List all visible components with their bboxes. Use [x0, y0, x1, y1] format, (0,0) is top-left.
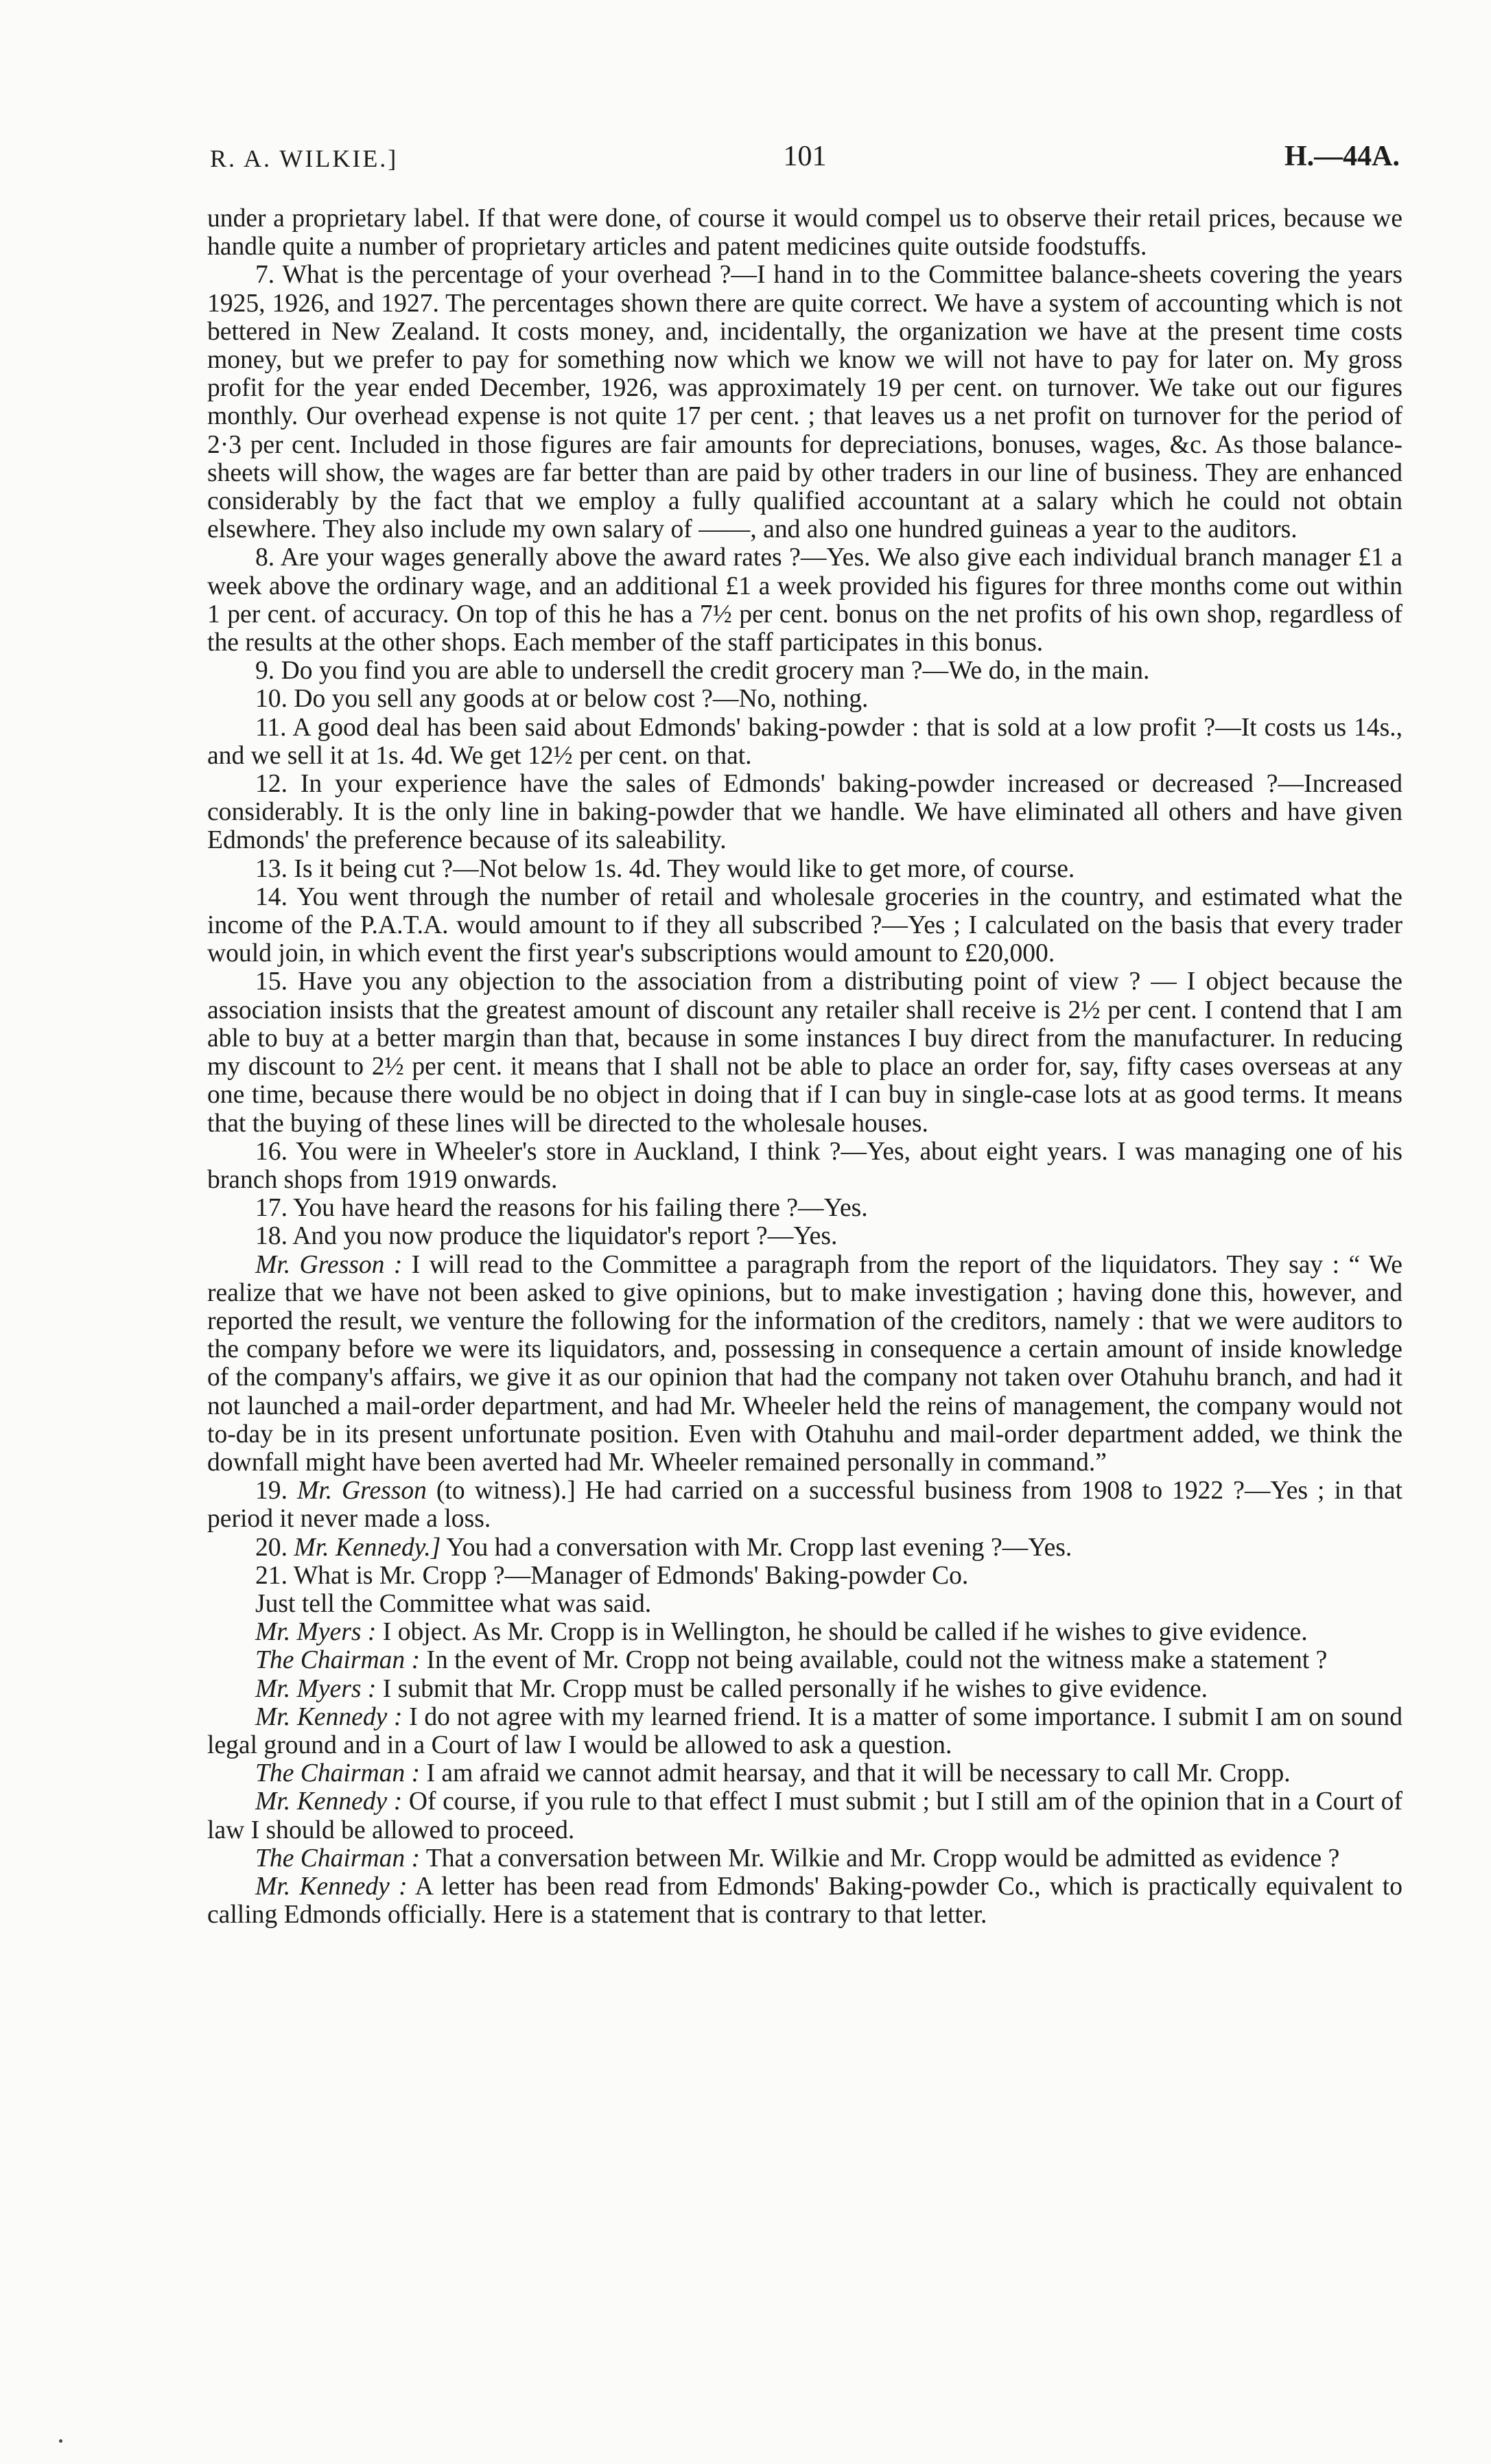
paragraph — [207, 1251, 1402, 1477]
paragraph — [207, 1703, 1402, 1759]
paragraph-text: I submit that Mr. Cropp must be called personally if he wishes to give evidence. — [382, 1674, 1208, 1703]
paragraph-text: I will read to the Committee a paragraph from the report of the liquidators. They say : “ We realize that we have not been asked to give opinions, but to make investigation ; having done this, however, and reported the result, we venture the following for the information of the creditors, namely : that we were auditors to the company before we were its liquidators, and, possessing in consequence a certain amount of inside knowledge of the company's affairs, we give it as our opinion that had the company not taken over Otahuhu branch, and had it not launched a mail-order department, and had Mr. Wheeler held the reins of management, the company would not to-day be in its present unfortunate position. Even with Otahuhu and mail-order department added, we think the downfall might have been averted had Mr. Wheeler remained personally in command.” — [207, 1250, 1402, 1477]
paragraph-text: 12. In your experience have the sales of Edmonds' baking-powder increased or decreased ?—Increased considerably. It is the only line in baking-powder that we handle. We have eliminated all others and have given Edmonds' the preference because of its saleability. — [207, 770, 1402, 855]
paragraph-text: I object. As Mr. Cropp is in Wellington, he should be called if he wishes to give evidence. — [382, 1618, 1308, 1647]
paragraph-text: 11. A good deal has been said about Edmonds' baking-powder : that is sold at a low profit ?—It costs us 14s., and we sell it at 1s. 4d. We get 12½ per cent. on that. — [207, 713, 1402, 770]
page-number: 101 — [783, 141, 827, 172]
paragraph — [207, 204, 1402, 261]
speaker-name: The Chairman : — [255, 1844, 421, 1873]
paragraph — [207, 1562, 1402, 1590]
speaker-name: Mr. Kennedy.] — [294, 1533, 441, 1562]
paragraph-text: I am afraid we cannot admit hearsay, and that it will be necessary to call Mr. Cropp. — [426, 1759, 1291, 1788]
paragraph — [207, 1844, 1402, 1873]
paragraph — [207, 1873, 1402, 1929]
paragraph-text: Just tell the Committee what was said. — [255, 1589, 652, 1618]
speaker-name: Mr. Gresson — [296, 1477, 427, 1505]
paragraph-text: That a conversation between Mr. Wilkie and Mr. Cropp would be admitted as evidence ? — [425, 1844, 1340, 1873]
paragraph — [207, 685, 1402, 713]
speaker-name: The Chairman : — [255, 1646, 421, 1675]
question-number: 20. — [255, 1533, 287, 1562]
paragraph-text: 8. Are your wages generally above the award rates ?—Yes. We also give each individual branch manager £1 a week above the ordinary wage, and an additional £1 a week provided his figures for three months come out within 1 per cent. of accuracy. On top of this he has a 7½ per cent. bonus on the net profits of his own shop, regardless of the results at the other shops. Each member of the staff participates in this bonus. — [207, 543, 1402, 657]
paragraph-text: 18. And you now produce the liquidator's report ?—Yes. — [255, 1222, 838, 1251]
paragraph-text: A letter has been read from Edmonds' Baking-powder Co., which is practically equivalent to calling Edmonds officially. Here is a statement that is contrary to that letter. — [207, 1872, 1402, 1929]
paragraph — [207, 657, 1402, 685]
paragraph-text: 9. Do you find you are able to undersell the credit grocery man ?—We do, in the main. — [255, 657, 1150, 685]
stray-mark — [59, 2439, 62, 2443]
paragraph — [207, 714, 1402, 770]
paragraph — [207, 1194, 1402, 1222]
paragraph-text: Of course, if you rule to that effect I must submit ; but I still am of the opinion that in a Court of law I should be allowed to proceed. — [207, 1787, 1402, 1844]
paragraph — [207, 1477, 1402, 1533]
paragraph-text: 16. You were in Wheeler's store in Auckland, I think ?—Yes, about eight years. I was managing one of his branch shops from 1919 onwards. — [207, 1137, 1402, 1194]
paragraph-text: 17. You have heard the reasons for his failing there ?—Yes. — [255, 1194, 868, 1223]
paragraph-text: 21. What is Mr. Cropp ?—Manager of Edmonds' Baking-powder Co. — [255, 1561, 969, 1590]
paragraph — [207, 770, 1402, 855]
paragraph-text: (to witness).] He had carried on a successful business from 1908 to 1922 ?—Yes ; in that period it never made a loss. — [207, 1477, 1402, 1534]
paragraph — [207, 855, 1402, 883]
speaker-name: The Chairman : — [255, 1759, 421, 1788]
speaker-name: Mr. Kennedy : — [255, 1702, 403, 1731]
speaker-name: Mr. Kennedy : — [255, 1872, 408, 1901]
paragraph-text: 14. You went through the number of retail and wholesale groceries in the country, and estimated what the income of the P.A.T.A. would amount to if they all subscribed ?—Yes ; I calculated on the basis that every trader would join, in which event the first year's subscriptions would amount to £20,000. — [207, 882, 1402, 968]
paragraph — [207, 1618, 1402, 1646]
paragraph-text: 7. What is the percentage of your overhead ?—I hand in to the Committee balance-sheets covering the years 1925, 1926, and 1927. The percentages shown there are quite correct. We have a system of accounting which is not bettered in New Zealand. It costs money, and, incidentally, the organization we have at the present time costs money, but we prefer to pay for something now which we know we will not have to pay for later on. My gross profit for the year ended December, 1926, was approximately 19 per cent. on turnover. We take out our figures monthly. Our overhead expense is not quite 17 per cent. ; that leaves us a net profit on turnover for the period of 2·3 per cent. Included in those figures are fair amounts for depreciations, bonuses, wages, &c. As those balance-sheets will show, the wages are far better than are paid by other traders in our line of business. They are enhanced considerably by the fact that we employ a fully qualified accountant at a salary which he could not obtain elsewhere. They also include my own salary of ——, and also one hundred guineas a year to the auditors. — [207, 261, 1402, 544]
paragraph-text: 10. Do you sell any goods at or below cost ?—No, nothing. — [255, 685, 869, 714]
speaker-name: Mr. Myers : — [255, 1674, 377, 1703]
paragraph-text: 13. Is it being cut ?—Not below 1s. 4d. They would like to get more, of course. — [255, 854, 1075, 883]
speaker-name: Mr. Kennedy : — [255, 1787, 403, 1816]
paragraph — [207, 1675, 1402, 1703]
paragraph — [207, 1138, 1402, 1194]
paragraph — [207, 1646, 1402, 1674]
paragraph — [207, 1222, 1402, 1250]
paragraph-text: You had a conversation with Mr. Cropp last evening ?—Yes. — [446, 1533, 1072, 1562]
paragraph — [207, 261, 1402, 543]
paragraph — [207, 1590, 1402, 1618]
paragraph-text: I do not agree with my learned friend. It is a matter of some importance. I submit I am on sound legal ground and in a Court of law I would be allowed to ask a question. — [207, 1702, 1402, 1759]
document-body — [207, 204, 1402, 1929]
paragraph — [207, 967, 1402, 1137]
page-header — [210, 140, 1400, 181]
header-witness-name: R. A. WILKIE.] — [210, 145, 399, 172]
document-reference: H.—44A. — [1284, 141, 1400, 172]
paragraph — [207, 883, 1402, 968]
paragraph-text: 15. Have you any objection to the association from a distributing point of view ? — I object because the association insists that the greatest amount of discount any retailer shall receive is 2½ per cent. I contend that I am able to buy at a better margin than that, because in some instances I buy direct from the manufacturer. In reducing my discount to 2½ per cent. it means that I shall not be able to place an order for, say, fifty cases overseas at any one time, because there would be no object in doing that if I can buy in single-case lots at as good terms. It means that the buying of these lines will be directed to the wholesale houses. — [207, 967, 1402, 1138]
paragraph — [207, 1534, 1402, 1562]
question-number: 19. — [255, 1477, 287, 1505]
paragraph — [207, 1759, 1402, 1787]
paragraph — [207, 1787, 1402, 1844]
paragraph-text: In the event of Mr. Cropp not being available, could not the witness make a statement ? — [426, 1646, 1328, 1675]
speaker-name: Mr. Myers : — [255, 1618, 377, 1647]
paragraph-text: under a proprietary label. If that were done, of course it would compel us to observe their retail prices, because we handle quite a number of proprietary articles and patent medicines quite outside foodstuffs. — [207, 204, 1402, 261]
speaker-name: Mr. Gresson : — [255, 1250, 403, 1279]
paragraph — [207, 543, 1402, 657]
